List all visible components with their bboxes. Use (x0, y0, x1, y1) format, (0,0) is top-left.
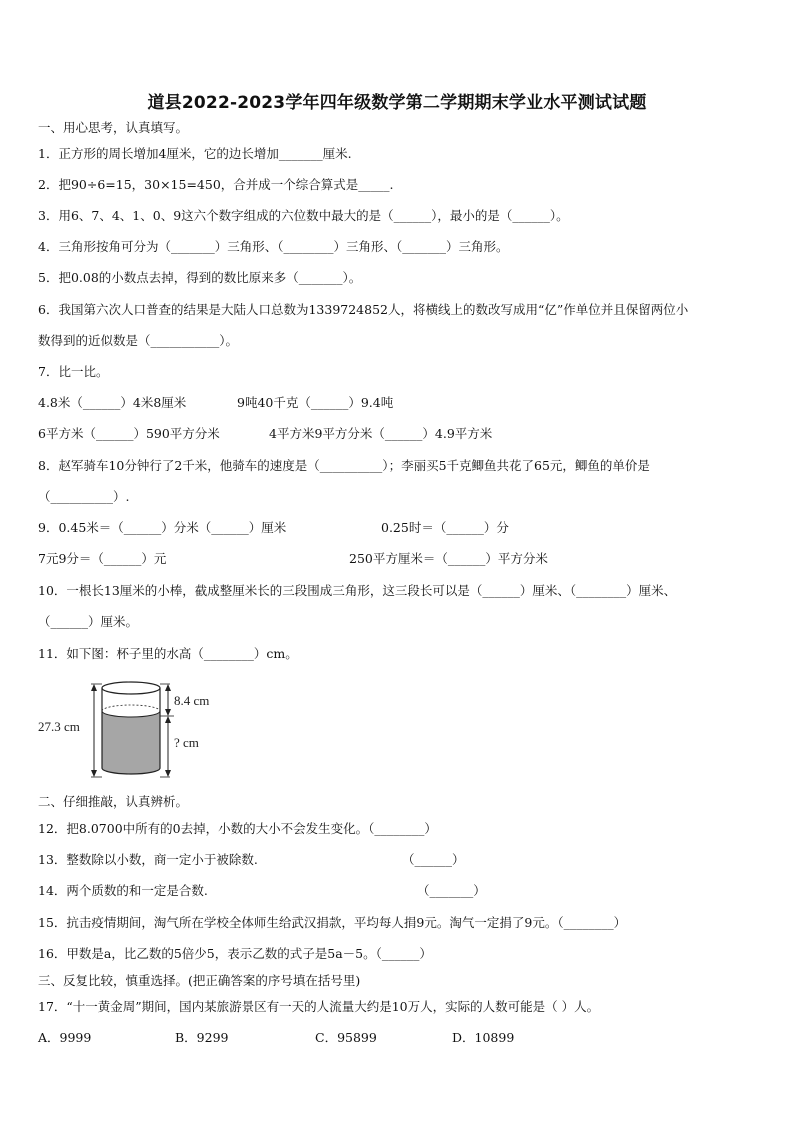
question-8-line-2: （__________）. (38, 489, 130, 504)
question-16: 16．甲数是a，比乙数的5倍少5，表示乙数的式子是5a－5。（______） (38, 946, 432, 961)
section-heading-1: 一、用心思考，认真填写。 (38, 120, 189, 135)
question-13: 13．整数除以小数，商一定小于被除数. (38, 852, 258, 867)
total-height-label: 27.3 cm (38, 719, 80, 734)
section-heading-2: 二、仔细推敲，认真辨析。 (38, 794, 189, 809)
question-8-line-1: 8．赵军骑车10分钟行了2千米，他骑车的速度是（__________）；李丽买5千克鲫鱼共花了65元，鲫鱼的单价是 (38, 458, 650, 473)
question-1: 1．正方形的周长增加4厘米，它的边长增加_______厘米. (38, 146, 352, 161)
question-9-item-a2: 0.25时＝（______）分 (381, 520, 509, 535)
question-7-item-a2: 9吨40千克（______）9.4吨 (237, 395, 394, 410)
question-7-item-b1: 6平方米（______）590平方分米 (38, 426, 220, 441)
question-5: 5．把0.08的小数点去掉，得到的数比原来多（_______）。 (38, 270, 362, 285)
question-12: 12．把8.0700中所有的0去掉，小数的大小不会发生变化。（________） (38, 821, 437, 836)
option-c: C．95899 (315, 1030, 377, 1045)
question-10-line-2: （______）厘米。 (38, 614, 139, 629)
question-11: 11．如下图：杯子里的水高（________）cm。 (38, 646, 298, 661)
water-surface-back (102, 705, 160, 711)
question-10-line-1: 10．一根长13厘米的小棒，截成整厘米长的三段围成三角形，这三段长可以是（______）厘米、（________）厘米、 (38, 583, 677, 598)
question-17: 17．“十一黄金周”期间，国内某旅游景区有一天的人流量大约是10万人，实际的人数可能是（ ）人。 (38, 999, 600, 1014)
question-15: 15．抗击疫情期间，淘气所在学校全体师生给武汉捐款，平均每人捐9元。淘气一定捐了9元。（________） (38, 915, 627, 930)
cup-water (102, 711, 160, 774)
cup-rim (102, 682, 160, 694)
question-9-item-a1: 9．0.45米＝（______）分米（______）厘米 (38, 520, 287, 535)
option-d: D．10899 (452, 1030, 515, 1045)
water-height-label: ? cm (174, 735, 199, 750)
page-title: 道县2022-2023学年四年级数学第二学期期末学业水平测试试题 (147, 93, 647, 113)
question-14-answer-blank: （_______） (417, 883, 486, 898)
cup-figure (36, 676, 236, 782)
question-14: 14．两个质数的和一定是合数. (38, 883, 208, 898)
question-7-item-a1: 4.8米（______）4米8厘米 (38, 395, 187, 410)
question-3: 3．用6、7、4、1、0、9这六个数字组成的六位数中最大的是（______），最小的是（______）。 (38, 208, 569, 223)
question-13-answer-blank: （______） (402, 852, 465, 867)
question-6-line-2: 数得到的近似数是（___________）。 (38, 333, 239, 348)
question-7: 7．比一比。 (38, 364, 109, 379)
question-6-line-1: 6．我国第六次人口普查的结果是大陆人口总数为1339724852人，将横线上的数改写成用“亿”作单位并且保留两位小 (38, 302, 689, 317)
empty-height-label: 8.4 cm (174, 693, 210, 708)
question-4: 4．三角形按角可分为（_______）三角形、（________）三角形、（_______）三角形。 (38, 239, 509, 254)
option-a: A．9999 (38, 1030, 92, 1045)
section-heading-3: 三、反复比较，慎重选择。(把正确答案的序号填在括号里) (38, 973, 361, 988)
question-9-item-b1: 7元9分＝（______）元 (38, 551, 167, 566)
question-9-item-b2: 250平方厘米＝（______）平方分米 (349, 551, 548, 566)
question-2: 2．把90÷6=15，30×15=450，合并成一个综合算式是_____. (38, 177, 394, 192)
option-b: B．9299 (175, 1030, 229, 1045)
question-7-item-b2: 4平方米9平方分米（______）4.9平方米 (269, 426, 493, 441)
